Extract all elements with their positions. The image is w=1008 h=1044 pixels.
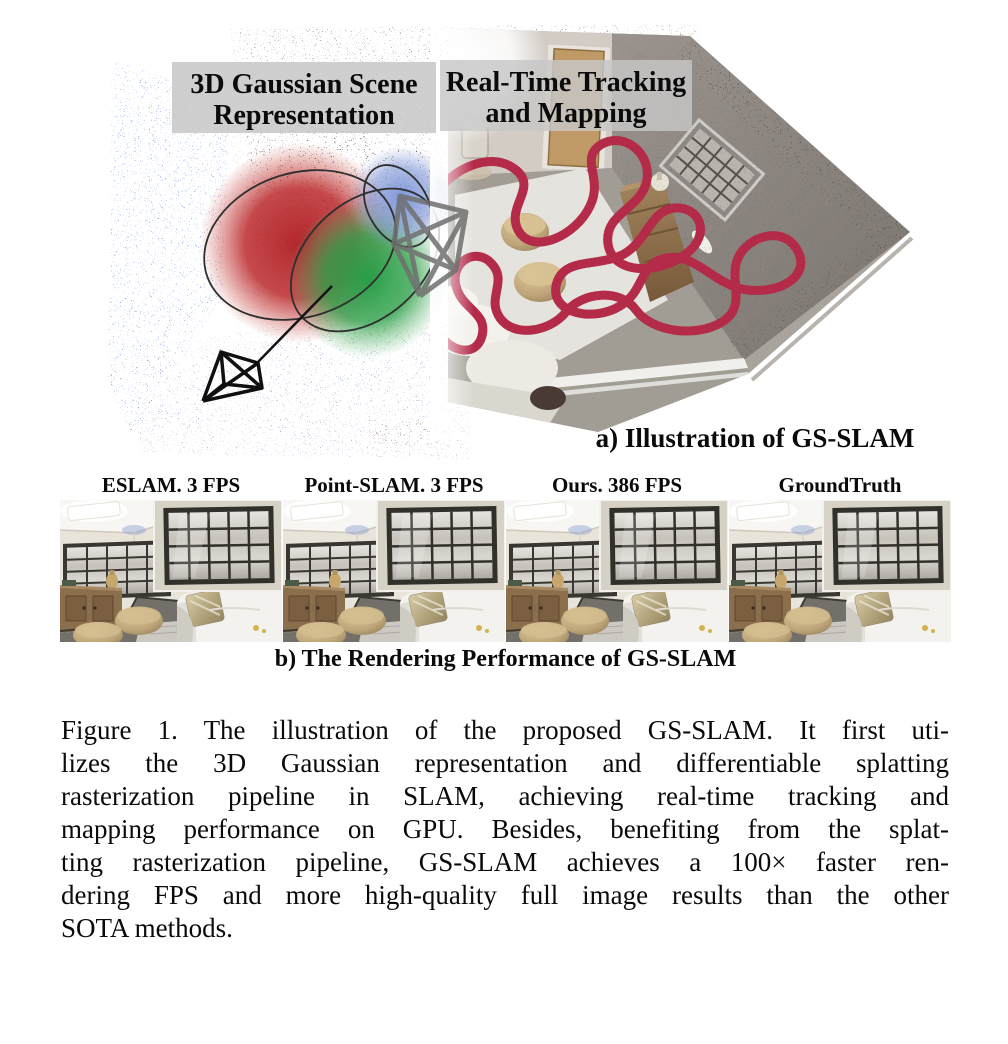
right-title-line1: Real-Time Tracking (445, 67, 687, 98)
thumb-point-slam (283, 470, 505, 642)
room-thumbnail-groundtruth (729, 500, 951, 642)
panel-a-figure (0, 0, 1008, 460)
panel-a-illustration (0, 0, 1008, 465)
thumb-label-ours: Ours. 386 FPS (551, 473, 683, 497)
thumb-ours (506, 470, 728, 642)
caption-line: lizes the 3D Gaussian representation and differentiable splatting (61, 748, 949, 778)
panel-b-caption: b) The Rendering Performance of GS-SLAM (274, 646, 737, 672)
thumbnail-grid (60, 470, 951, 642)
room-thumbnail-ours (506, 500, 728, 642)
thumb-label-eslam: ESLAM. 3 FPS (101, 473, 241, 497)
right-title-band (440, 60, 692, 131)
left-title-line1: 3D Gaussian Scene (190, 69, 418, 100)
caption-line: rasterization pipeline in SLAM, achieving real-time tracking and (61, 781, 949, 811)
right-title-line2: and Mapping (485, 98, 647, 129)
thumb-label-point-slam: Point-SLAM. 3 FPS (304, 473, 484, 497)
left-title-band (172, 62, 436, 133)
room-thumbnail-point-slam (283, 500, 505, 642)
panel-a-caption: a) Illustration of GS-SLAM (595, 423, 915, 453)
thumb-eslam (60, 470, 282, 642)
caption-line: Figure 1. The illustration of the proposed GS-SLAM. It first uti- (61, 715, 949, 745)
caption-line: mapping performance on GPU. Besides, benefiting from the splat- (61, 814, 949, 844)
thumb-groundtruth (729, 470, 951, 642)
caption-line: ting rasterization pipeline, GS-SLAM achieves a 100× faster ren- (61, 847, 949, 877)
caption-line: dering FPS and more high-quality full image results than the other (61, 880, 949, 910)
figure-caption (61, 714, 949, 945)
panel-b-comparison (60, 470, 951, 673)
caption-line: SOTA methods. (61, 913, 233, 943)
thumb-label-groundtruth: GroundTruth (778, 473, 902, 497)
room-thumbnail-eslam (60, 500, 282, 642)
left-title-line2: Representation (213, 100, 395, 131)
